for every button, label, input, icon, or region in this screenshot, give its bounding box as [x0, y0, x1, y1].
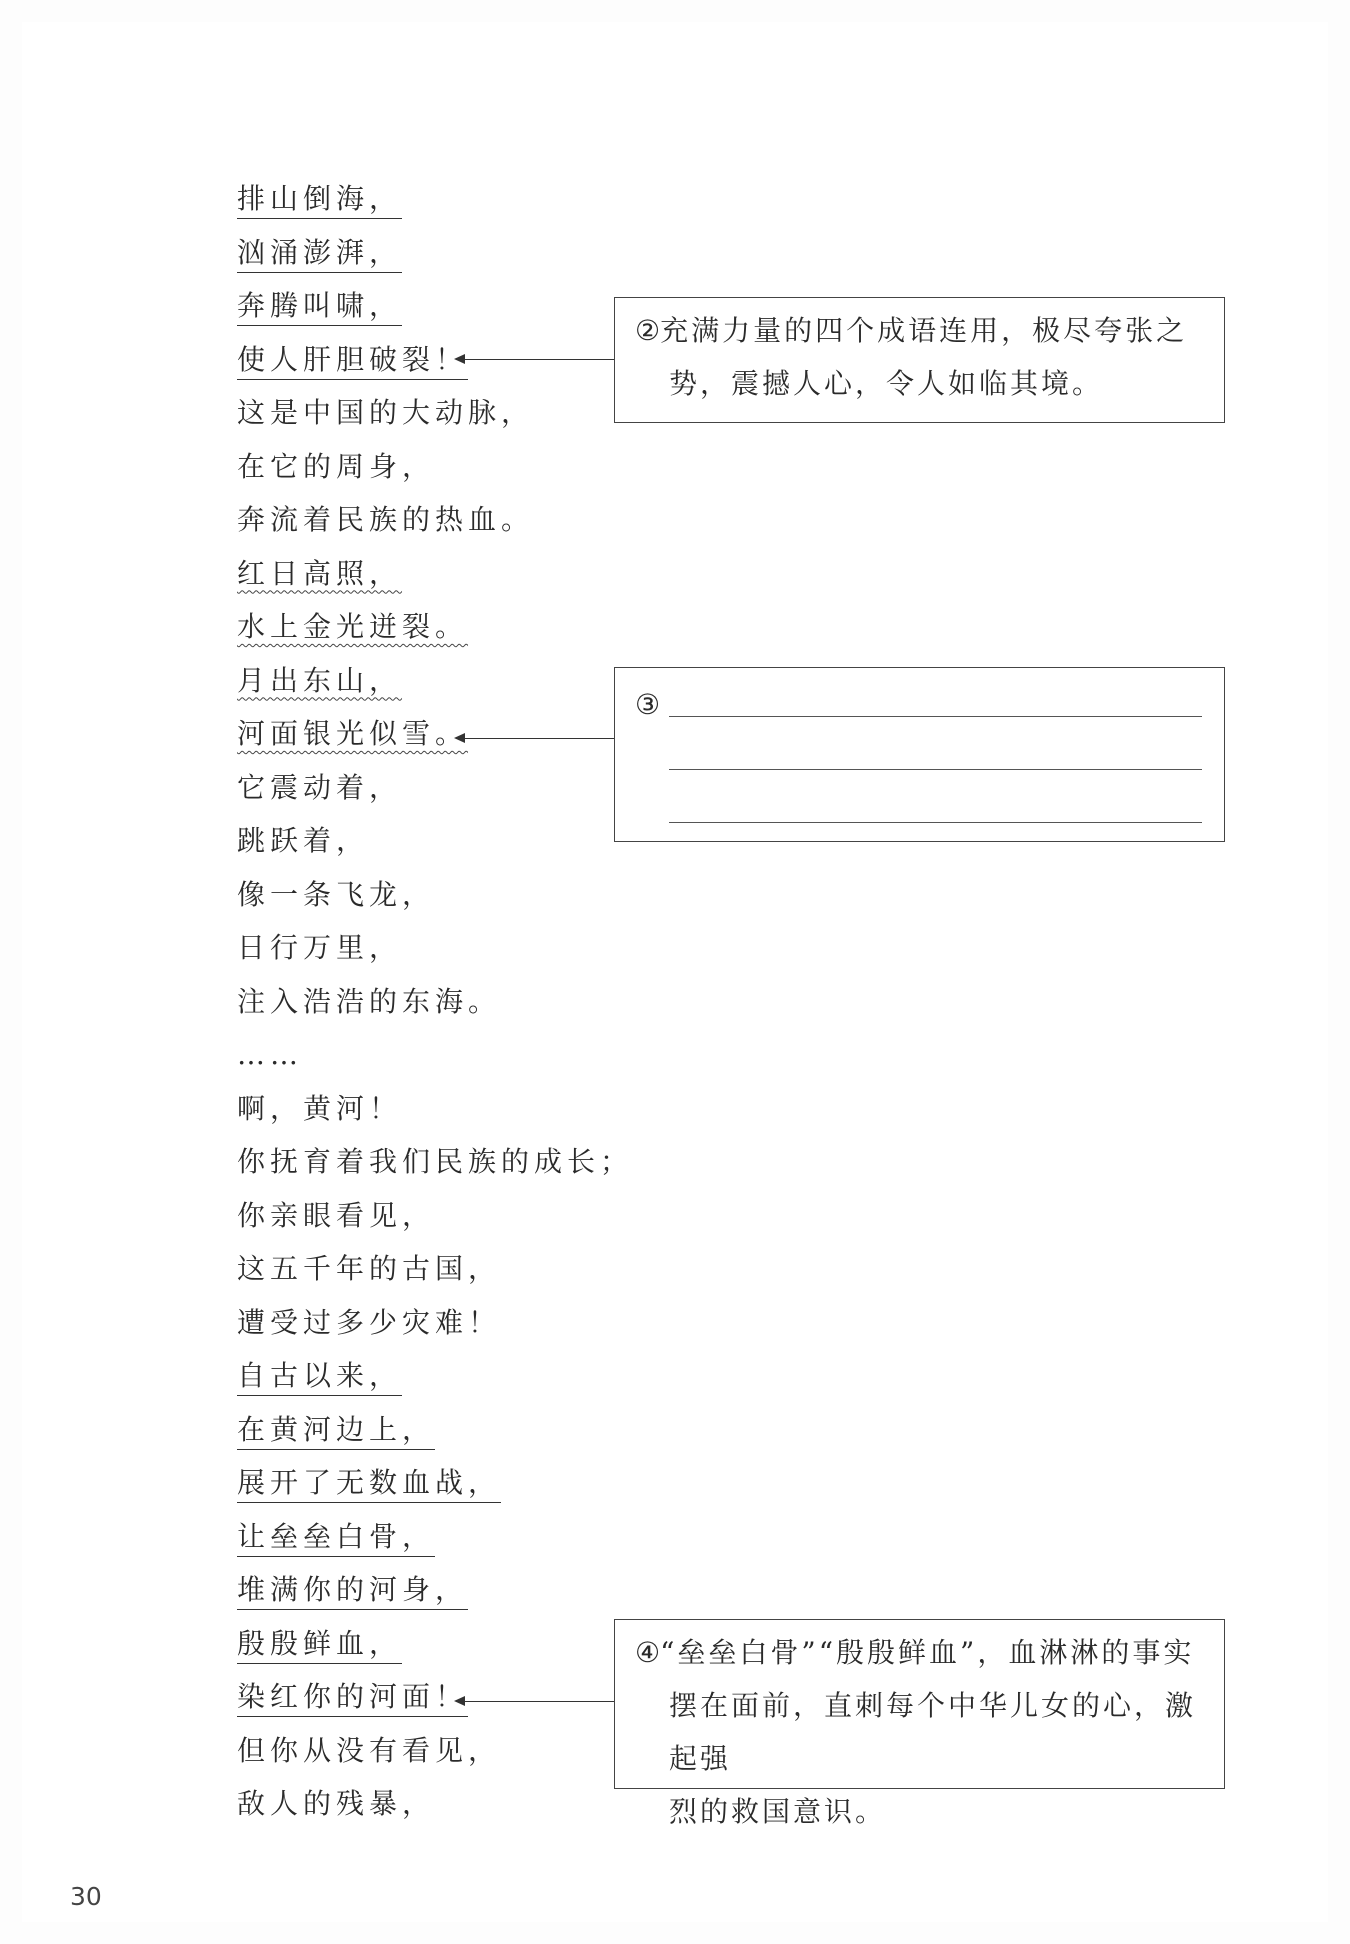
- poem-line-text: 河面银光似雪。: [237, 717, 469, 750]
- annotation-4-line1: “垒垒白骨”“殷殷鲜血”，血淋淋的事实: [660, 1636, 1195, 1669]
- poem-line: [237, 761, 633, 815]
- poem-line-text: 奔腾叫啸，: [237, 288, 402, 326]
- poem-line-text: 注入浩浩的东海。: [237, 984, 502, 1018]
- poem-line: [237, 654, 633, 708]
- poem-line: [237, 1456, 633, 1510]
- poem-line-text: 你抚育着我们民族的成长；: [237, 1145, 634, 1178]
- poem-line-text: 但你从没有看见，: [237, 1733, 502, 1767]
- poem-line: [237, 1670, 633, 1724]
- poem-line-text: 这五千年的古国，: [237, 1252, 502, 1285]
- answer-blank-line-3[interactable]: [669, 822, 1202, 823]
- poem-line: [237, 1349, 633, 1403]
- poem-line: [237, 493, 633, 547]
- annotation-4-line3: 烈的救国意识。: [669, 1795, 887, 1828]
- poem-line: [237, 1082, 633, 1136]
- poem-line: [237, 868, 633, 922]
- arrow-to-line-29: [456, 1701, 614, 1702]
- poem-line: [237, 440, 633, 494]
- poem-line-text: 使人肝胆破裂！: [237, 342, 468, 380]
- annotation-number-2: ②: [635, 314, 661, 347]
- poem-line: [237, 600, 633, 654]
- poem-line-text: 堆满你的河身，: [237, 1572, 468, 1610]
- poem-line-text: 月出东山，: [237, 663, 403, 697]
- poem-line: [237, 1563, 633, 1617]
- poem-line: [237, 226, 633, 280]
- poem-line-text: 啊，黄河！: [237, 1091, 403, 1125]
- poem-line: [237, 814, 633, 868]
- poem-line-text: ……: [237, 1038, 303, 1071]
- annotation-box-2: [614, 297, 1225, 423]
- poem-line: [237, 1617, 633, 1671]
- poem-line: [237, 1510, 633, 1564]
- poem-line: [237, 1242, 633, 1296]
- poem-line: [237, 1777, 633, 1831]
- poem-line: [237, 172, 633, 226]
- poem-line-text: 在黄河边上，: [237, 1412, 435, 1450]
- poem-line-text: 汹涌澎湃，: [237, 235, 402, 273]
- poem-line-text: 你亲眼看见，: [237, 1198, 436, 1232]
- annotation-2-line2: 势，震撼人心，令人如临其境。: [669, 367, 1104, 400]
- annotation-number-4: ④: [635, 1636, 661, 1669]
- poem-line: [237, 1296, 633, 1350]
- poem-line: [237, 921, 633, 975]
- poem-line-text: 展开了无数血战，: [237, 1465, 501, 1503]
- page-number: 30: [70, 1882, 102, 1911]
- annotation-box-4: [614, 1619, 1225, 1828]
- poem-line-text: 像一条飞龙，: [237, 877, 436, 911]
- poem-line-text: 奔流着民族的热血。: [237, 503, 535, 536]
- annotation-box-3: [614, 667, 1225, 842]
- poem-line: [237, 1403, 633, 1457]
- poem-line-text: 殷殷鲜血，: [237, 1626, 402, 1664]
- annotation-2-first-line: [635, 314, 1187, 347]
- poem-line-text: 红日高照，: [237, 556, 403, 590]
- poem-line: [237, 1724, 633, 1778]
- answer-blank-line-2[interactable]: [669, 769, 1202, 770]
- poem-line: [237, 1135, 633, 1189]
- poem-line-text: 自古以来，: [237, 1358, 402, 1396]
- poem-line: [237, 386, 633, 440]
- poem-line-text: 染红你的河面！: [237, 1679, 468, 1717]
- poem-line-text: 它震动着，: [237, 770, 403, 804]
- poem-line-text: 让垒垒白骨，: [237, 1519, 435, 1557]
- poem-line: [237, 279, 633, 333]
- annotation-2-line1: 充满力量的四个成语连用，极尽夸张之: [660, 314, 1188, 347]
- poem-line-text: 在它的周身，: [237, 449, 436, 483]
- poem-line-text: 水上金光迸裂。: [237, 610, 469, 643]
- annotation-4-line2: 摆在面前，直刺每个中华儿女的心，激起强: [669, 1689, 1197, 1775]
- answer-blank-line-1[interactable]: [669, 716, 1202, 717]
- poem-line-text: 日行万里，: [237, 931, 403, 964]
- poem-line: [237, 1189, 633, 1243]
- arrow-to-line-11: [456, 738, 614, 739]
- poem-line-text: 跳跃着，: [237, 824, 370, 857]
- annotation-number-3: ③: [635, 688, 661, 721]
- poem-line: [237, 547, 633, 601]
- poem-line-text: 这是中国的大动脉，: [237, 396, 535, 429]
- poem-line: [237, 707, 633, 761]
- poem-text: [237, 172, 633, 1831]
- poem-line-text: 排山倒海，: [237, 181, 402, 219]
- poem-line-text: 敌人的残暴，: [237, 1787, 436, 1820]
- poem-line-text: 遭受过多少灾难！: [237, 1305, 502, 1339]
- annotation-4-first-line: [635, 1636, 1194, 1669]
- arrow-to-line-4: [456, 359, 614, 360]
- poem-line: [237, 1028, 633, 1082]
- poem-line: [237, 975, 633, 1029]
